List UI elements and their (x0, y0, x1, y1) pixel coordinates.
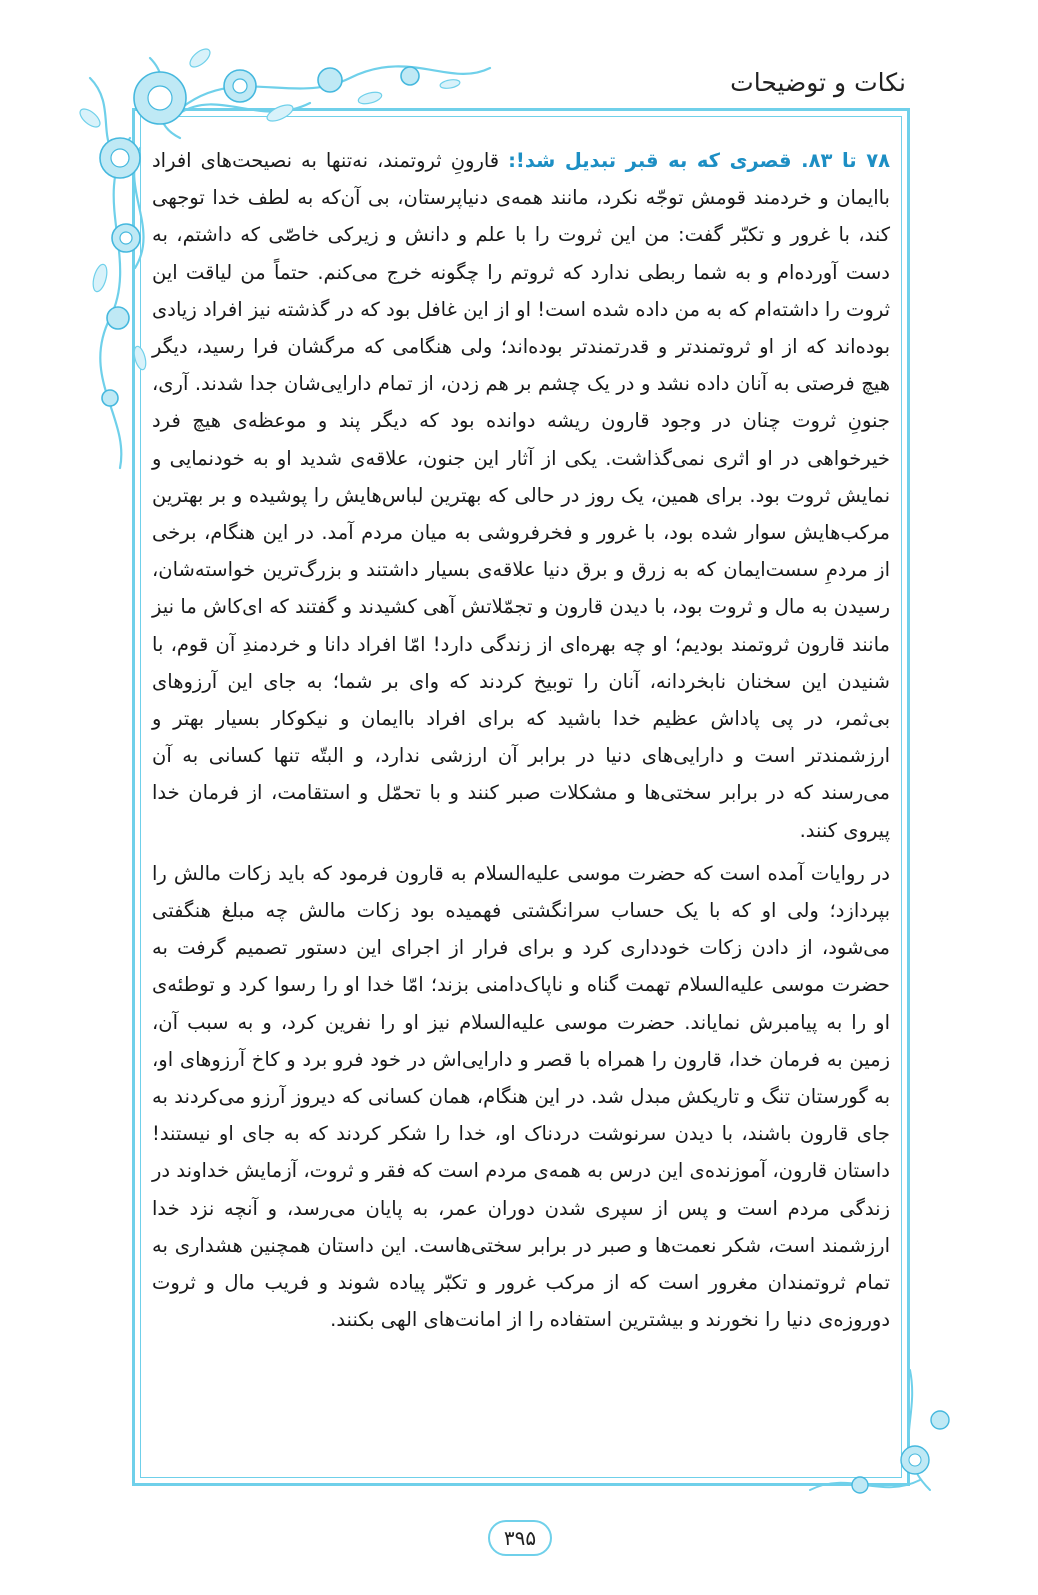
running-header: نکات و توضیحات (730, 68, 906, 97)
floral-ornament-bottom-right (790, 1360, 990, 1510)
paragraph-body: قارونِ ثروتمند، نه‌تنها به نصیحت‌های افراد باایمان و خردمند قومش توجّه نکرد، مانند همه‌ی دنیاپرستان، بی آن‌که به لطف خدا توجهی کند، با غرور و تکبّر گفت: من این ثروت را با علم و دانش و زیرکی خاصّی که داشتم، به دست آورده‌ام و به شما ربطی ندارد که ثروتم را چگونه خرج می‌کنم. حتماً من لیاقت این ثروت را داشته‌ام که به من داده شده است! او از این غافل بود که در گذشته نیز افراد زیادی بوده‌اند که از او ثروتمندتر و قدرتمندتر بوده‌اند؛ ولی هنگامی که مرگشان فرا رسید، دیگر هیچ فرصتی به آنان داده نشد و در یک چشم بر هم زدن، از تمام دارایی‌شان جدا شدند. آری، جنونِ ثروت چنان در وجود قارون ریشه دوانده بود که دیگر پند و موعظه‌ی هیچ فرد خیرخواهی در او اثری نمی‌گذاشت. یکی از آثار این جنون، علاقه‌ی شدید او به خودنمایی و نمایش ثروت بود. برای همین، یک روز در حالی که بهترین لباس‌هایش را پوشیده و بر بهترین مرکب‌هایش سوار شده بود، با غرور و فخرفروشی به میان مردم آمد. در این هنگام، برخی از مردمِ سست‌ایمان که به زرق و برق دنیا علاقه‌ی بسیار داشتند و بزرگ‌ترین خواسته‌شان، رسیدن به مال و ثروت بود، با دیدن قارون و تجمّلاتش آهی کشیدند و گفتند که ای‌کاش ما نیز مانند قارون ثروتمند بودیم؛ او چه بهره‌ای از زندگی دارد! امّا افراد دانا و خردمندِ آن قوم، با شنیدن این سخنان نابخردانه، آنان را توبیخ کردند که وای بر شما؛ به جای این آرزوهای بی‌ثمر، در پی پاداش عظیم خدا باشید که برای افراد باایمان و نیکوکار بسیار بهتر و ارزشمندتر است و دارایی‌های دنیا در برابر آن ارزشی ندارد، و البتّه تنها کسانی به آن می‌رسند که در برابر سختی‌ها و مشکلات صبر کنند و با تحمّل و استقامت، از فرمان خدا پیروی کنند. (152, 149, 890, 842)
paragraph-body: در روایات آمده است که حضرت موسی علیه‌السلام به قارون فرمود که باید زکات مالش را بپردازد؛ ولی او که با یک حساب سرانگشتی فهمیده بود زکات مالش چه مبلغ هنگفتی می‌شود، از دادن زکات خودداری کرد و برای فرار از اجرای این دستور تصمیم گرفت به حضرت موسی علیه‌السلام تهمت گناه و ناپاک‌دامنی بزند؛ امّا خدا او را رسوا کرد و توطئه‌ی او را به پیامبرش نمایاند. حضرت موسی علیه‌السلام نیز او را نفرین کرد، و به سبب آن، زمین به فرمان خدا، قارون را همراه با قصر و دارایی‌اش در خود فرو برد و کاخ آرزوهای او، به گورستان تنگ و تاریکش مبدل شد. در این هنگام، همان کسانی که دیروز آرزو می‌کردند به جای قارون باشند، با دیدن سرنوشت دردناک او، خدا را شکر کردند که به جای او نیستند! داستان قارون، آموزنده‌ی این درس به همه‌ی مردم است که فقر و ثروت، آزمایش خداوند در زندگی مردم است و پس از سپری شدن دوران عمر، به پایان می‌رسد، و آنچه نزد خدا ارزشمند است، شکر نعمت‌ها و صبر در برابر سختی‌هاست. این داستان همچنین هشداری به تمام ثروتمندان مغرور است که از مرکب غرور و تکبّر پیاده شوند و فریب مال و ثروت دوروزه‌ی دنیا را نخورند و بیشترین استفاده را از امانت‌های الهی بکنند. (152, 861, 890, 1332)
paragraph-1 (152, 142, 890, 849)
page-number: ۳۹۵ (488, 1520, 552, 1556)
page-content (152, 142, 890, 1345)
section-heading: ۷۸ تا ۸۳. قصری که به قبر تبدیل شد!: (508, 149, 890, 172)
paragraph-2 (152, 855, 890, 1339)
